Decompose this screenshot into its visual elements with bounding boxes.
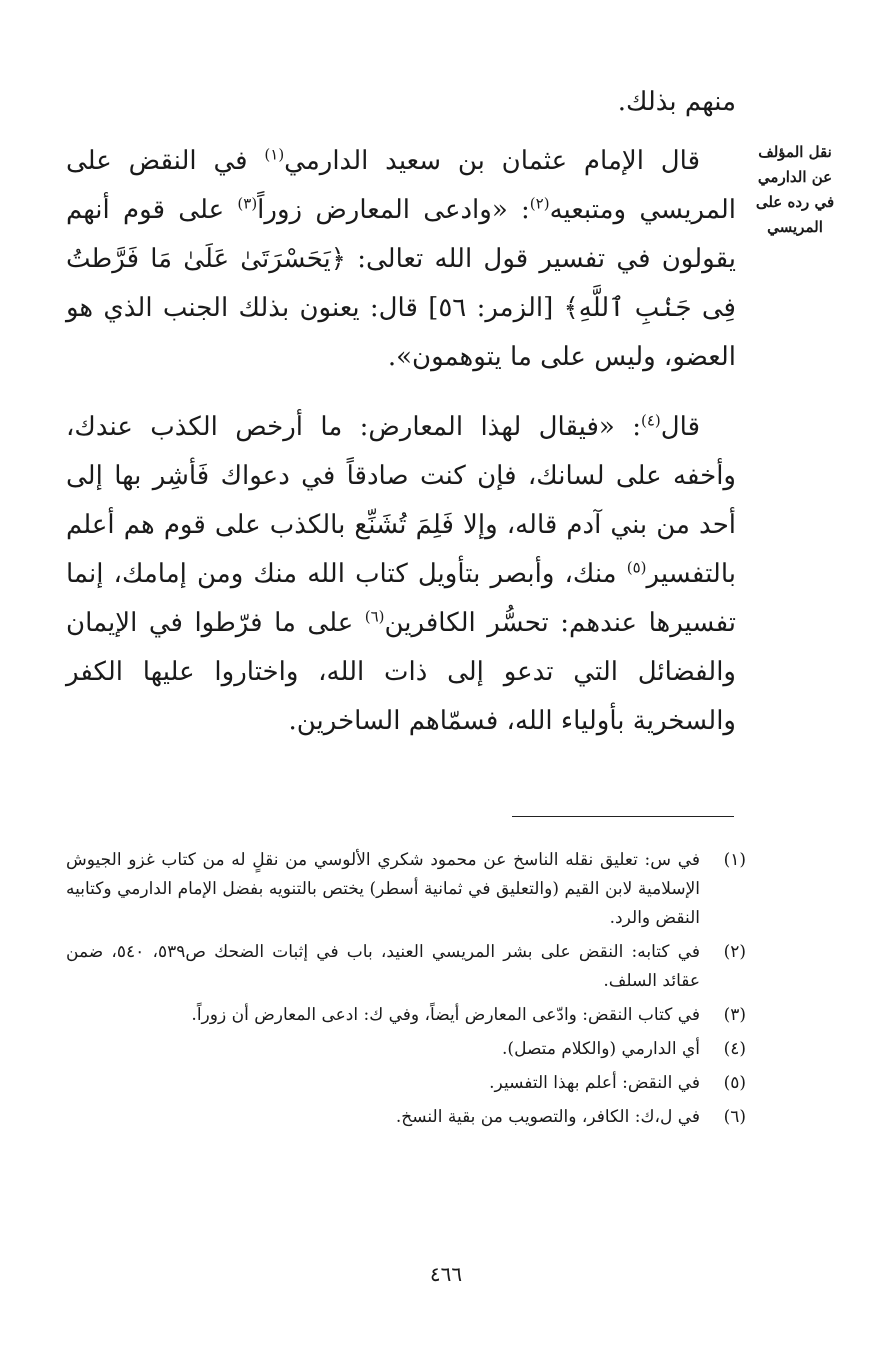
paragraph-2-part-c: منك، وأبصر بتأويل كتاب الله منك ومن إمامك، إنما تفسيرها عندهم: تحسُّر الكافرين xyxy=(66,559,736,638)
paragraph-1-part-c: : «وادعى المعارض زوراً xyxy=(257,195,530,225)
footnote-1 xyxy=(66,846,746,933)
footnote-text: في ل،ك: الكافر، والتصويب من بقية النسخ. xyxy=(395,1107,700,1127)
footnote-number: (٢) xyxy=(723,942,746,962)
footnote-text: أي الدارمي (والكلام متصل). xyxy=(502,1039,700,1059)
footnote-ref-6: (٦) xyxy=(364,607,385,626)
paragraph-2-part-b: : «فيقال لهذا المعارض: ما أرخص الكذب عندك، وأخفه على لسانك، فإن كنت صادقاً في دعواك فَأشِر بها إلى أحد من بني آدم قاله، وإلا فَلِمَ تُشَنِّع بالكذب على قوم هم أعلم بالتفسير xyxy=(66,412,736,589)
margin-note: نقل المؤلف عن الدارمي في رده على المريسي xyxy=(755,143,835,236)
footnote-ref-4: (٤) xyxy=(640,411,661,430)
paragraph-1-text xyxy=(66,137,736,382)
footnote-ref-3: (٣) xyxy=(237,194,258,213)
paragraph-1-part-b: في النقض على المريسي ومتبعيه xyxy=(66,146,736,225)
footnote-number: (١) xyxy=(723,850,746,870)
footnote-3 xyxy=(66,1001,746,1030)
footnote-number: (٥) xyxy=(723,1073,746,1093)
paragraph-2-part-a: قال xyxy=(660,412,700,442)
paragraph-2-part-d: على ما فرّطوا في الإيمان والفضائل التي تدعو إلى ذات الله، واختاروا عليها الكفر والسخرية بأولياء الله، فسمّاهم الساخرين. xyxy=(66,608,736,736)
footnote-number: (٦) xyxy=(723,1107,746,1127)
paragraph-1-part-d: على قوم أنهم يقولون في تفسير قول الله تعالى: ﴿يَحَسْرَتَىٰ عَلَىٰ مَا فَرَّطتُ فِى جَنۢبِ ٱللَّهِ﴾ [الزمر: ٥٦] قال: يعنون بذلك الجنب الذي هو العضو، وليس على ما يتوهمون». xyxy=(66,195,736,372)
footnote-text: في كتاب النقض: وادّعى المعارض أيضاً، وفي ك: ادعى المعارض أن زوراً. xyxy=(191,1005,700,1025)
first-line-text: منهم بذلك. xyxy=(617,87,736,117)
paragraph-2-text xyxy=(66,403,736,746)
footnote-text: في النقض: أعلم بهذا التفسير. xyxy=(489,1073,700,1093)
page-number: ٤٦٦ xyxy=(429,1262,463,1286)
footnote-text: في س: تعليق نقله الناسخ عن محمود شكري الألوسي من نقلٍ له من كتاب غزو الجيوش الإسلامية لابن القيم (والتعليق في ثمانية أسطر) يختص بالتنويه بفضل الإمام الدارمي وكتابيه النقض والرد. xyxy=(66,850,700,928)
paragraph-1-part-a: قال الإمام عثمان بن سعيد الدارمي xyxy=(284,146,700,176)
main-text-first-line xyxy=(66,78,736,127)
footnote-number: (٣) xyxy=(723,1005,746,1025)
footnote-text: في كتابه: النقض على بشر المريسي العنيد، باب في إثبات الضحك ص٥٣٩، ٥٤٠، ضمن عقائد السلف. xyxy=(66,942,700,991)
footnote-5 xyxy=(66,1069,746,1098)
footnote-ref-5: (٥) xyxy=(626,558,647,577)
footnote-6 xyxy=(66,1103,746,1132)
footnote-ref-2: (٢) xyxy=(529,194,550,213)
footnote-number: (٤) xyxy=(723,1039,746,1059)
footnote-divider xyxy=(512,816,734,817)
paragraph-1 xyxy=(66,137,736,382)
footnote-2 xyxy=(66,938,746,996)
footnote-ref-1: (١) xyxy=(264,145,285,164)
paragraph-2 xyxy=(66,403,736,746)
footnotes-section xyxy=(66,846,746,1137)
footnote-4 xyxy=(66,1035,746,1064)
